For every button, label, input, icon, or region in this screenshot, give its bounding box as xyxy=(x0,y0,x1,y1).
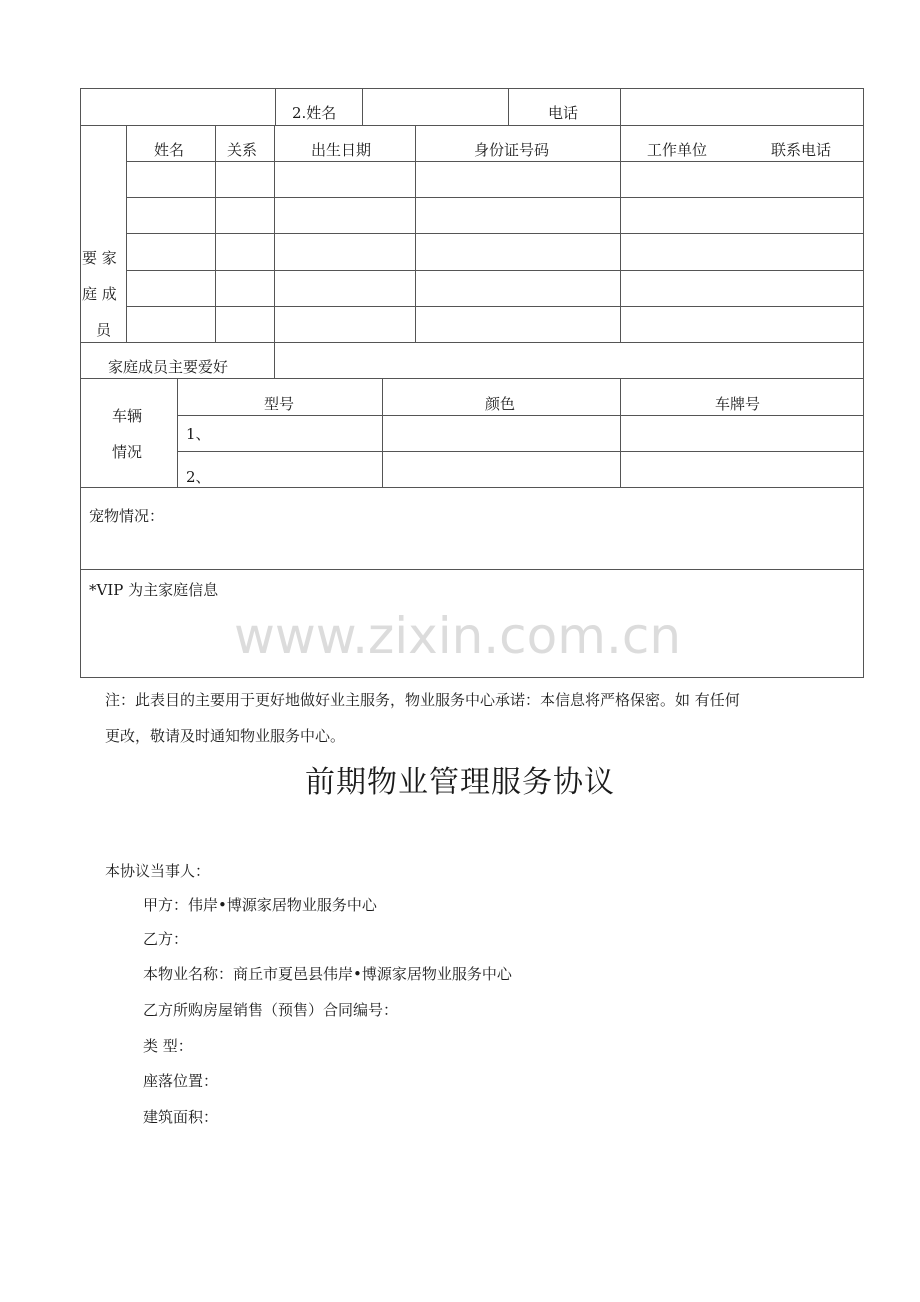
table-border-bottom xyxy=(80,677,864,678)
watermark: www.zixin.com.cn xyxy=(234,607,682,665)
divider xyxy=(215,125,216,343)
vehicle-header-model: 型号 xyxy=(264,395,295,413)
divider xyxy=(80,487,864,488)
header-id-number: 身份证号码 xyxy=(474,141,550,159)
phone-label: 电话 xyxy=(548,104,579,122)
divider xyxy=(126,270,864,271)
note-line-1: 注：此表目的主要用于更好地做好业主服务，物业服务中心承诺：本信息将严格保密。如 有任何 xyxy=(105,691,740,709)
note-line-2: 更改，敬请及时通知物业服务中心。 xyxy=(105,727,346,745)
property-type: 类 型： xyxy=(143,1037,193,1055)
divider xyxy=(508,88,509,126)
divider xyxy=(80,378,864,379)
divider xyxy=(126,306,864,307)
divider xyxy=(80,342,864,343)
property-name: 本物业名称：商丘市夏邑县伟岸•博源家居物业服务中心 xyxy=(143,965,512,983)
table-border-top xyxy=(80,88,864,89)
hobby-label: 家庭成员主要爱好 xyxy=(108,358,229,376)
members-side-label: 庭 成 xyxy=(82,285,117,303)
contract-number: 乙方所购房屋销售（预售）合同编号： xyxy=(143,1001,399,1019)
members-side-label: 员 xyxy=(96,321,112,339)
pet-label: 宠物情况： xyxy=(89,507,165,525)
party-a: 甲方：伟岸•博源家居物业服务中心 xyxy=(143,896,377,914)
divider xyxy=(275,88,276,126)
divider xyxy=(177,415,864,416)
agreement-title: 前期物业管理服务协议 xyxy=(305,765,615,800)
parties-label: 本协议当事人： xyxy=(105,862,211,880)
header-relation: 关系 xyxy=(227,141,258,159)
vehicle-row-1: 1、 xyxy=(186,425,211,443)
vehicle-side-label: 车辆 xyxy=(112,407,143,425)
header-contact-phone: 联系电话 xyxy=(771,141,832,159)
table-border-left xyxy=(80,88,81,678)
divider xyxy=(362,88,363,126)
building-area: 建筑面积： xyxy=(143,1108,219,1126)
divider xyxy=(80,125,864,126)
divider xyxy=(177,451,864,452)
name2-label: 2.姓名 xyxy=(292,104,337,122)
table-border-right xyxy=(863,88,864,678)
divider xyxy=(126,197,864,198)
vehicle-header-plate: 车牌号 xyxy=(715,395,761,413)
vehicle-row-2: 2、 xyxy=(186,468,211,486)
divider xyxy=(126,161,864,162)
divider xyxy=(274,125,275,379)
header-birthdate: 出生日期 xyxy=(311,141,372,159)
party-b: 乙方： xyxy=(143,930,189,948)
divider xyxy=(620,88,621,126)
divider xyxy=(415,125,416,343)
divider xyxy=(620,125,621,343)
property-location: 座落位置： xyxy=(143,1072,219,1090)
divider xyxy=(382,378,383,488)
vehicle-header-color: 颜色 xyxy=(485,395,516,413)
divider xyxy=(126,125,127,343)
vip-note: *VIP 为主家庭信息 xyxy=(89,581,219,599)
divider xyxy=(620,378,621,488)
vehicle-side-label: 情况 xyxy=(112,443,143,461)
divider xyxy=(126,233,864,234)
members-side-label: 要 家 xyxy=(82,249,117,267)
divider xyxy=(177,378,178,488)
header-employer: 工作单位 xyxy=(647,141,708,159)
divider xyxy=(80,569,864,570)
header-name: 姓名 xyxy=(154,141,185,159)
